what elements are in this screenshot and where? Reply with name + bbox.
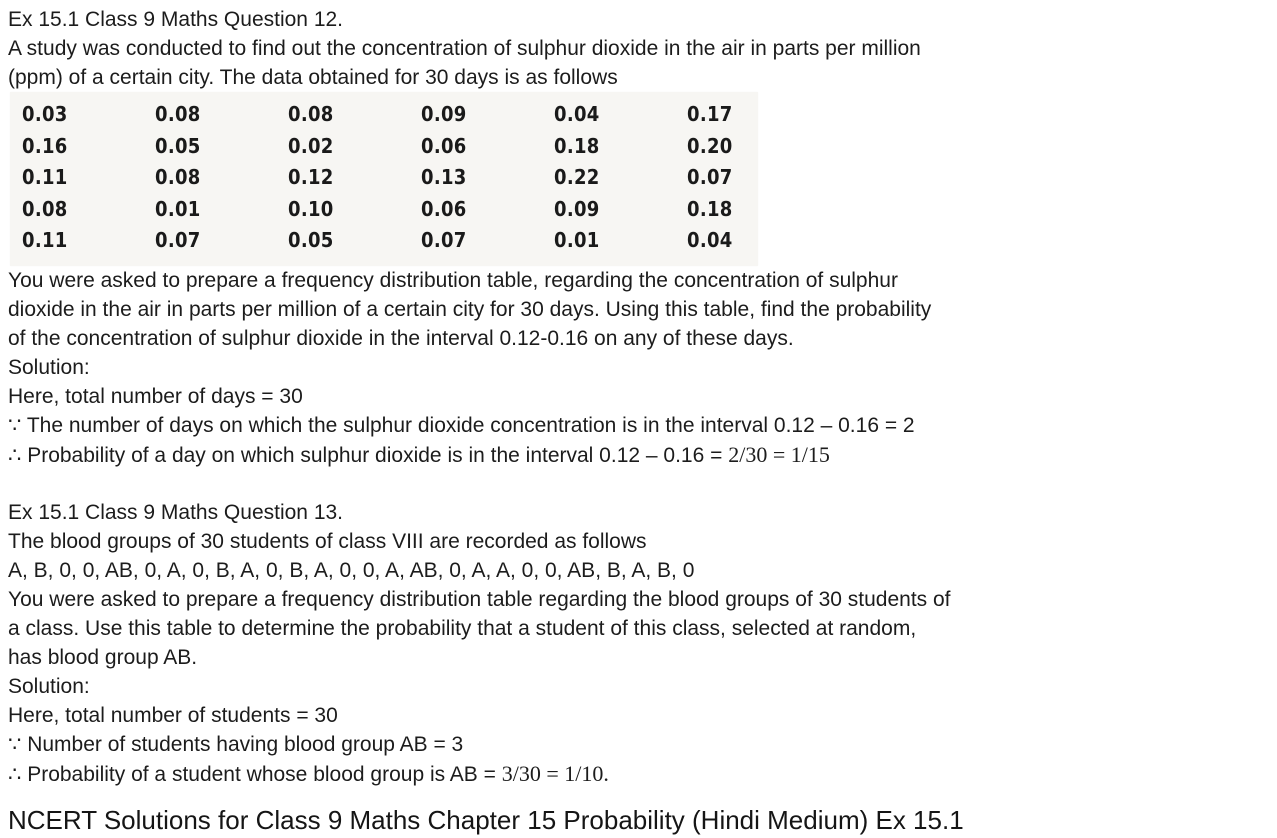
table-cell: 0.06 (421, 133, 467, 158)
table-row (10, 131, 758, 163)
table-cell: 0.11 (22, 228, 68, 253)
table-cell: 0.12 (288, 165, 334, 190)
table-cell: 0.01 (554, 228, 600, 253)
table-cell: 0.16 (22, 133, 68, 158)
table-cell: 0.05 (155, 133, 201, 158)
table-cell: 0.06 (421, 196, 467, 221)
table-cell: 0.17 (687, 102, 733, 126)
question13-solution-line: ∵ Number of students having blood group AB = 3 (8, 732, 464, 756)
table-cell: 0.05 (288, 228, 334, 253)
solution-math-fraction: 3/30 = 1/10. (501, 760, 609, 786)
table-row (10, 99, 758, 131)
table-cell: 0.01 (155, 196, 201, 221)
question13-heading: Ex 15.1 Class 9 Maths Question 13. (8, 500, 344, 524)
table-cell: 0.09 (554, 196, 600, 221)
table-cell: 0.18 (554, 133, 600, 158)
question12-solution-line (8, 440, 1269, 469)
table-cell: 0.11 (22, 165, 68, 190)
table-cell: 0.07 (421, 228, 467, 253)
table-cell: 0.04 (687, 228, 733, 253)
table-cell: 0.18 (687, 196, 733, 221)
table-cell: 0.08 (22, 196, 68, 221)
question13-task-line: You were asked to prepare a frequency distribution table regarding the blood groups of 30 students of (8, 587, 951, 611)
so2-data-table (10, 92, 758, 266)
question12-task-line: dioxide in the air in parts per million of a certain city for 30 days. Using this table, find the probability (8, 297, 932, 321)
question13-solution-line (8, 759, 1269, 788)
question12-solution-line: ∵ The number of days on which the sulphur dioxide concentration is in the interval 0.12 – 0.16 = 2 (8, 413, 915, 437)
page-title: NCERT Solutions for Class 9 Maths Chapter 15 Probability (Hindi Medium) Ex 15.1 (8, 804, 964, 835)
question13-task-line: a class. Use this table to determine the probability that a student of this class, selected at random, (8, 616, 917, 640)
table-cell: 0.13 (421, 165, 467, 190)
table-cell: 0.09 (421, 102, 467, 126)
question12-task-line: of the concentration of sulphur dioxide in the interval 0.12-0.16 on any of these days. (8, 326, 794, 350)
table-cell: 0.02 (288, 133, 334, 158)
solution-text: ∴ Probability of a day on which sulphur dioxide is in the interval 0.12 – 0.16 = (8, 443, 729, 467)
table-cell: 0.10 (288, 196, 334, 221)
table-cell: 0.07 (687, 165, 733, 190)
solution-text: ∴ Probability of a student whose blood group is AB = (8, 762, 502, 786)
table-cell: 0.20 (687, 133, 733, 158)
question12-intro-line: (ppm) of a certain city. The data obtained for 30 days is as follows (8, 66, 618, 89)
question12-solution-label: Solution: (8, 355, 90, 379)
table-cell: 0.03 (22, 102, 68, 126)
table-cell: 0.08 (155, 165, 201, 190)
table-row (10, 225, 758, 257)
question12-task-line: You were asked to prepare a frequency distribution table, regarding the concentration of sulphur (8, 268, 898, 292)
question12-solution-line: Here, total number of days = 30 (8, 384, 303, 408)
table-cell: 0.08 (155, 102, 201, 126)
table-row (10, 162, 758, 194)
question13-solution-label: Solution: (8, 674, 90, 698)
question13-intro-line: The blood groups of 30 students of class VIII are recorded as follows (8, 529, 647, 553)
question13-solution-line: Here, total number of students = 30 (8, 703, 338, 727)
question12-heading: Ex 15.1 Class 9 Maths Question 12. (8, 8, 344, 31)
table-cell: 0.08 (288, 102, 334, 126)
table-cell: 0.07 (155, 228, 201, 253)
table-cell: 0.22 (554, 165, 600, 190)
question12-intro-line: A study was conducted to find out the concentration of sulphur dioxide in the air in parts per million (8, 37, 921, 60)
table-row (10, 194, 758, 226)
blank-line (8, 469, 1269, 498)
question13-blood-groups-list: A, B, 0, 0, AB, 0, A, 0, B, A, 0, B, A, 0, 0, A, AB, 0, A, A, 0, 0, AB, B, A, B, 0 (8, 558, 695, 582)
table-cell: 0.04 (554, 102, 600, 126)
question13-task-line: has blood group AB. (8, 645, 198, 669)
solution-math-fraction: 2/30 = 1/15 (728, 441, 830, 467)
